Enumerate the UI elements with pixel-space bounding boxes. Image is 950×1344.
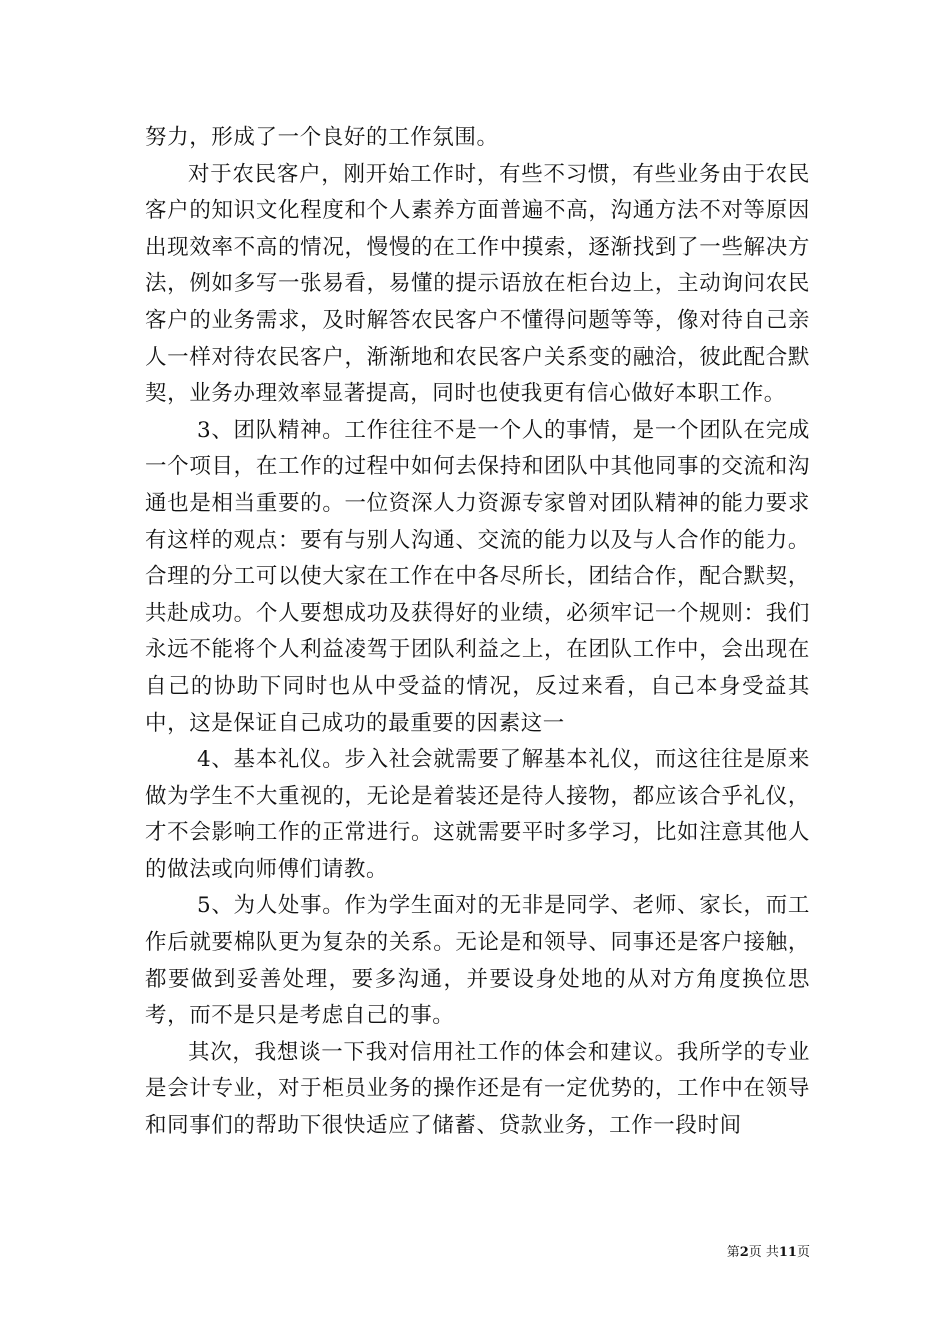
- footer-total-pages: 11: [778, 1245, 797, 1260]
- footer-middle: 页 共: [748, 1245, 779, 1260]
- paragraph-team-spirit: 3、团队精神。工作往往不是一个人的事情，是一个团队在完成一个项目，在工作的过程中如何去保持和团队中其他同事的交流和沟通也是相当重要的。一位资深人力资源专家曾对团队精神的能力要求有这样的观点：要有与别人沟通、交流的能力以及与人合作的能力。合理的分工可以使大家在工作在中各尽所长，团结合作，配合默契，共赴成功。个人要想成功及获得好的业绩，必须牢记一个规则：我们永远不能将个人利益凌驾于团队利益之上，在团队工作中，会出现在自己的协助下同时也从中受益的情况，反过来看，自己本身受益其中，这是保证自己成功的最重要的因素这一: [145, 417, 810, 736]
- paragraph-credit-union-experience: 其次，我想谈一下我对信用社工作的体会和建议。我所学的专业是会计专业，对于柜员业务的操作还是有一定优势的，工作中在领导和同事们的帮助下很快适应了储蓄、贷款业务，工作一段时间: [145, 1039, 810, 1139]
- footer-suffix: 页: [796, 1245, 810, 1260]
- paragraph-continuation: 努力，形成了一个良好的工作氛围。: [145, 125, 499, 150]
- paragraph-basic-etiquette: 4、基本礼仪。步入社会就需要了解基本礼仪，而这往往是原来做为学生不大重视的，无论是着装还是待人接物，都应该合乎礼仪，才不会影响工作的正常进行。这就需要平时多学习，比如注意其他人的做法或向师傅们请教。: [145, 747, 810, 882]
- page-number-footer: [680, 1244, 810, 1262]
- paragraph-farmer-clients: 对于农民客户，刚开始工作时，有些不习惯，有些业务由于农民客户的知识文化程度和个人素养方面普遍不高，沟通方法不对等原因出现效率不高的情况，慢慢的在工作中摸索，逐渐找到了一些解决方法，例如多写一张易看，易懂的提示语放在柜台边上，主动询问农民客户的业务需求，及时解答农民客户不懂得问题等等，像对待自己亲人一样对待农民客户，渐渐地和农民客户关系变的融洽，彼此配合默契，业务办理效率显著提高，同时也使我更有信心做好本职工作。: [145, 161, 810, 407]
- footer-prefix: 第: [726, 1245, 740, 1260]
- paragraph-interpersonal: 5、为人处事。作为学生面对的无非是同学、老师、家长，而工作后就要棉队更为复杂的关系。无论是和领导、同事还是客户接触，都要做到妥善处理，要多沟通，并要设身处地的从对方角度换位思考，而不是只是考虑自己的事。: [145, 893, 810, 1029]
- footer-current-page: 2: [739, 1245, 749, 1260]
- document-body: [145, 120, 810, 1145]
